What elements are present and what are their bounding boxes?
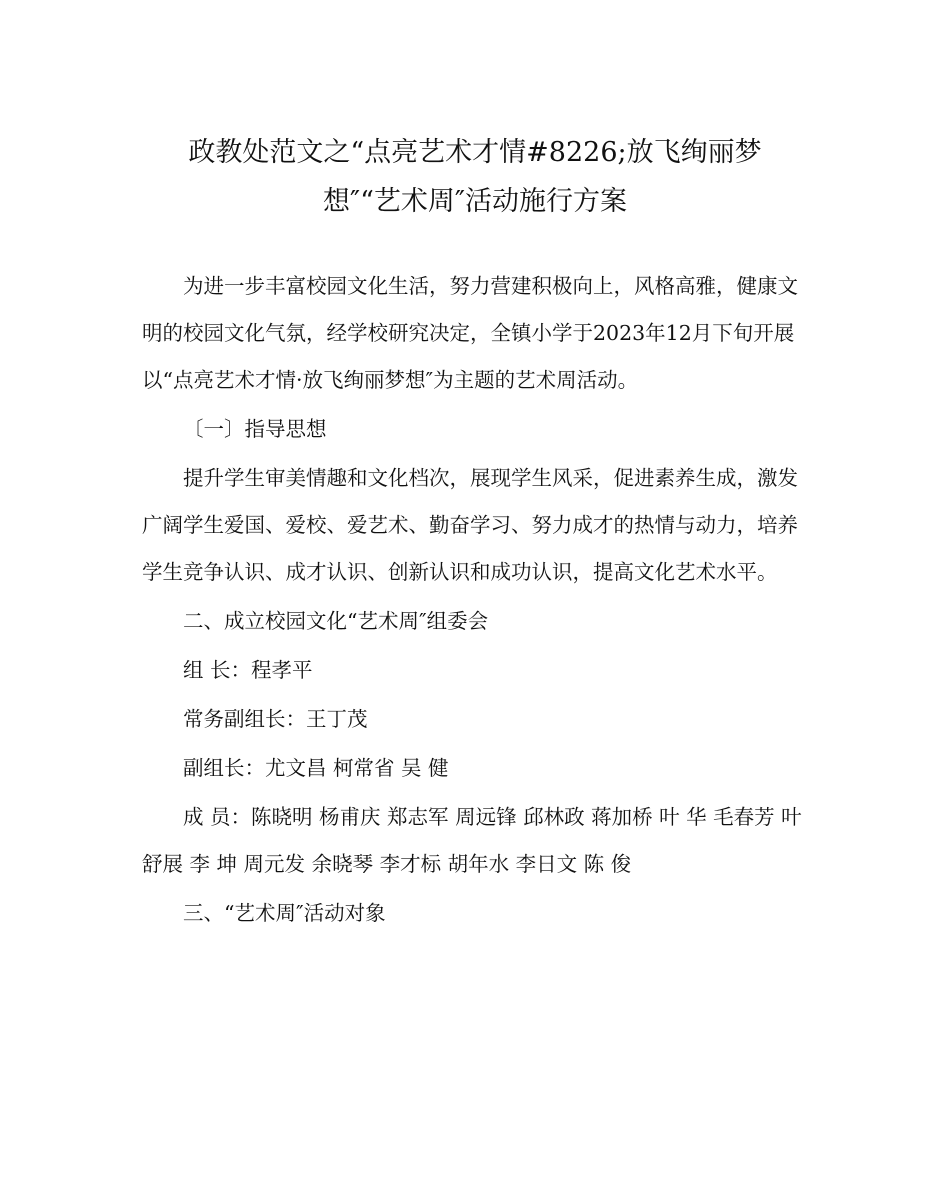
section-heading-guiding-thought: 〔一〕指导思想 [183,417,327,441]
section-heading-activity-targets: 三、“艺术周″活动对象 [183,901,386,925]
committee-deputies: 副组长：尤文昌 柯常省 吴 健 [183,756,449,780]
title-line-2: 想″“艺术周″活动施行方案 [323,186,627,217]
guiding-thought-paragraph: 提升学生审美情趣和文化档次，展现学生风采，促进素养生成，激发广阔学生爱国、爱校、爱艺术、勤奋学习、努力成才的热情与动力，培养学生竞争认识、成才认识、创新认识和成功认识，提高文化艺术水平。 [142,466,798,584]
intro-paragraph: 为进一步丰富校园文化生活，努力营建积极向上，风格高雅，健康文明的校园文化气氛，经学校研究决定，全镇小学于2023年12月下旬开展以“点亮艺术才情·放飞绚丽梦想″为主题的艺术周活动。 [142,274,798,392]
document-title [140,128,810,226]
title-line-1: 政教处范文之“点亮艺术才情#8226;放飞绚丽梦 [188,137,762,168]
section-heading-committee: 二、成立校园文化“艺术周″组委会 [183,609,489,633]
committee-members: 成 员：陈晓明 杨甫庆 郑志军 周远锋 邱林政 蒋加桥 叶 华 毛春芳 叶舒展 李 坤 周元发 余晓琴 李才标 胡年水 李日文 陈 俊 [142,805,802,876]
document-body [142,263,810,937]
committee-leader: 组 长：程孝平 [183,658,313,682]
committee-executive-deputy: 常务副组长：王丁茂 [183,707,368,731]
